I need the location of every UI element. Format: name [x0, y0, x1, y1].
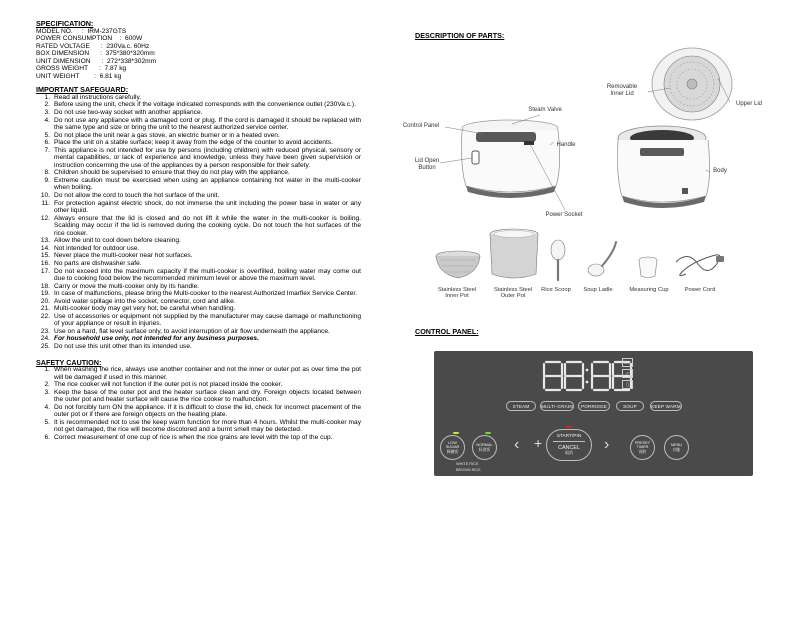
label-measuring-cup: Measuring Cup [629, 287, 669, 293]
spec-label: BOX DIMENSION [36, 50, 90, 58]
safeguard-item [36, 268, 361, 283]
low-sugar-sub: 降糖饭 [446, 449, 459, 454]
safeguard-item [36, 177, 361, 192]
safeguard-item [36, 298, 361, 306]
label-steam-valve: Steam Valve [528, 107, 562, 113]
item-text: No parts are dishwasher safe. [54, 259, 142, 267]
item-text: In case of malfunctions, please bring the Multi-cooker to the nearest Authorized Imarflex Service Center. [54, 290, 358, 298]
item-text: Do not use two-way socket with another appliance. [54, 109, 203, 117]
safeguard-heading: IMPORTANT SAFEGUARD: [36, 85, 129, 95]
safeguard-item [36, 237, 361, 245]
safeguard-item [36, 313, 361, 328]
safeguard-item [36, 94, 361, 102]
item-number: 11. [41, 199, 50, 207]
digit-3 [592, 362, 610, 390]
label-rice-scoop: Rice Scoop [541, 287, 571, 293]
item-number: 2. [44, 381, 50, 389]
item-number: 4. [44, 403, 50, 411]
item-text: Do not allow the cord to touch the hot surface of the unit. [54, 192, 220, 200]
item-text: Do not exceed into the maximum capacity if the multi-cooker is overfilled, boiling water may come out due to cooking food below the recommended minimum level or above the maximum level. [54, 267, 361, 283]
item-text: Allow the unit to cool down before cleaning. [54, 237, 181, 245]
spec-value: IRM-237GTS [87, 27, 127, 35]
normal-button[interactable] [472, 435, 497, 460]
item-text: Extreme caution must be exercised when using an appliance containing hot water in the multi-cooker when boiling. [54, 176, 361, 192]
spec-value: 230Va.c. 60Hz [106, 42, 150, 50]
start-pin-label: START/PIN [556, 434, 582, 439]
soup-ladle-icon [588, 242, 616, 276]
item-text: The rice cooker will not function if the outer pot is not placed inside the cooker. [54, 381, 283, 389]
item-number: 7. [44, 146, 50, 154]
caution-item [36, 419, 361, 434]
safeguard-item [36, 215, 361, 238]
item-text: Do not forcibly turn ON the appliance. If it is difficult to close the lid, check for incorrect placement of the outer pot or if there are foreign objects on the heating plate. [54, 403, 361, 419]
start-led [566, 426, 572, 428]
safeguard-item [36, 252, 361, 260]
cancel-label: CANCEL [558, 445, 580, 451]
item-text: For protection against electric shock, do not immerse the unit including the power base in water or any other liquid. [54, 199, 361, 215]
indicator-on: ON [622, 358, 633, 367]
item-text: Before using the unit, check if the voltage indicated corresponds with the convenience outlet (230Va.c.). [54, 101, 356, 109]
item-text: Multi-cooker body may get very hot, be careful when handling. [54, 305, 236, 313]
label-power-socket: Power Socket [545, 212, 583, 218]
safeguard-item [36, 200, 361, 215]
normal-led [485, 432, 491, 434]
item-number: 22. [40, 312, 50, 320]
item-text: Use on a hard, flat level surface only, to avoid interruption of air flow underneath the appliance. [54, 327, 330, 335]
item-text: Read all instructions carefully. [54, 93, 142, 101]
colon-bottom [586, 381, 589, 384]
preset-timer-button[interactable] [630, 435, 655, 460]
label-upper-lid: Upper Lid [735, 101, 762, 107]
label-soup-ladle: Soup Ladle [583, 287, 613, 293]
item-number: 21. [40, 305, 50, 313]
item-number: 17. [40, 267, 50, 275]
item-text: Do not place the unit near a gas stove, an electric burner or in a heated oven. [54, 131, 280, 139]
spec-sep: : [112, 35, 126, 43]
item-text: Place the unit on a stable surface; keep it away from the edge of the counter to avoid accidents. [54, 139, 333, 147]
item-number: 18. [40, 282, 50, 290]
cooker-body-drawing [462, 120, 560, 198]
start-cancel-button[interactable] [546, 429, 592, 461]
caution-heading: SAFETY CAUTION: [36, 357, 102, 367]
safeguard-item [36, 260, 361, 268]
item-number: 3. [44, 109, 50, 117]
label-lid-open-button: Lid Open Button [414, 158, 440, 171]
low-sugar-label: LOW SUGAR [445, 440, 460, 450]
item-number: 10. [40, 192, 50, 200]
left-column [36, 20, 361, 442]
label-outer-pot: Stainless Steel Outer Pot [493, 287, 533, 300]
normal-sub: 标准饭 [478, 447, 491, 452]
open-cooker-drawing [618, 48, 733, 208]
keep-warm-button[interactable]: KEEP WARM [650, 401, 682, 411]
item-text: When washing the rice, always use another container and not the inner or outer pot as over time the pot will be damaged if used in this manner. [54, 366, 361, 381]
next-button[interactable]: › [604, 436, 610, 453]
spec-row [36, 35, 361, 43]
low-sugar-led [453, 432, 459, 434]
caution-item [36, 404, 361, 419]
spec-row [36, 50, 361, 58]
safeguard-item [36, 192, 361, 200]
outer-pot-icon [490, 229, 538, 278]
caution-item [36, 389, 361, 404]
safeguard-item [36, 169, 361, 177]
spec-label: UNIT DIMENSION [36, 57, 91, 65]
caution-item [36, 434, 361, 442]
item-text: Do not use any appliance with a damaged cord or plug. If the cord is damaged it should be replaced with the same type and size or bring the unit to the nearest authorized service center. [54, 116, 361, 132]
soup-button[interactable]: SOUP [616, 401, 644, 411]
label-control-panel: Control Panel [402, 123, 440, 129]
steam-button[interactable]: STEAM [506, 401, 536, 411]
label-handle: Handle [556, 142, 576, 148]
label-body: Body [713, 168, 727, 174]
item-number: 23. [40, 327, 50, 335]
item-text: Never place the multi-cooker near hot surfaces. [54, 252, 193, 260]
safeguard-item [36, 117, 361, 132]
item-number: 5. [44, 418, 50, 426]
spec-table [36, 28, 361, 81]
item-number: 24. [40, 335, 50, 343]
item-number: 5. [44, 131, 50, 139]
caution-list [36, 366, 361, 441]
spec-value: 600W [125, 35, 143, 43]
safeguard-item [36, 139, 361, 147]
low-sugar-button[interactable] [440, 435, 465, 460]
item-number: 15. [40, 252, 50, 260]
lcd-display [542, 360, 632, 392]
indicator-box: ▯ [622, 380, 633, 389]
safeguard-item [36, 245, 361, 253]
menu-button[interactable] [664, 435, 689, 460]
safeguard-item [36, 109, 361, 117]
cancel-sub: 取消 [565, 451, 573, 455]
item-number: 14. [40, 244, 50, 252]
rice-scoop-icon [551, 240, 565, 280]
spec-row [36, 28, 361, 36]
caution-item [36, 381, 361, 389]
indicator-check: ✓ [622, 369, 633, 378]
safeguard-item [36, 305, 361, 313]
label-inner-pot: Stainless Steel Inner Pot [437, 287, 477, 300]
menu-label: MENU [670, 443, 683, 448]
spec-sep: : [89, 50, 106, 58]
item-text: Keep the base of the outer pot and the heater surface clean and dry. Foreign objects located between the outer pot and heater surface will cause the rice cooker to malfunction. [54, 388, 361, 404]
spec-label: GROSS WEIGHT [36, 65, 89, 73]
label-power-cord: Power Cord [684, 287, 716, 293]
item-number: 20. [40, 297, 50, 305]
digit-2 [565, 362, 583, 390]
spec-label: UNIT WEIGHT [36, 72, 80, 80]
safeguard-item [36, 132, 361, 140]
spec-heading: SPECIFICATION: [36, 19, 94, 28]
item-text: Carry or move the multi-cooker only by its handle. [54, 282, 200, 290]
spec-row [36, 73, 361, 81]
spec-label: RATED VOLTAGE [36, 42, 90, 50]
measuring-cup-icon [639, 257, 657, 278]
item-number: 4. [44, 116, 50, 124]
item-number: 12. [40, 214, 50, 222]
item-number: 9. [44, 176, 50, 184]
parts-heading: DESCRIPTION OF PARTS: [415, 31, 505, 40]
caution-item [36, 366, 361, 381]
porridge-button[interactable]: PORRIDGE [578, 401, 610, 411]
item-text: Always ensure that the lid is closed and do not lift it while the water in the multi-cooker is boiling. Scalding may occur if the lid is removed during the cooking cycle. Do not touch the hot surfaces of the rice cooker. [54, 214, 361, 237]
item-number: 6. [44, 433, 50, 441]
item-text: Do not use this unit other than its intended use. [54, 342, 192, 350]
white-rice-label: WHITE RICE [456, 462, 479, 466]
spec-row [36, 65, 361, 73]
colon-top [586, 369, 589, 372]
safeguard-item [36, 101, 361, 109]
plus-button[interactable]: + [534, 435, 543, 451]
safeguard-list [36, 94, 361, 351]
item-text: For household use only, not intended for any business purposes. [54, 335, 259, 343]
digit-1 [544, 362, 562, 390]
item-text: Avoid water spillage into the socket, connector, cord and alike. [54, 297, 236, 305]
spec-value: 7.87 kg [104, 65, 127, 73]
preset-sub: 预约 [638, 449, 647, 454]
rice-cooker-illustration [400, 38, 780, 238]
item-text: Children should be supervised to ensure that they do not play with the appliance. [54, 169, 290, 177]
safeguard-item [36, 283, 361, 291]
item-number: 25. [40, 342, 50, 350]
preset-label: PRESET TIMER [634, 440, 651, 450]
spec-sep: : [88, 65, 105, 73]
spec-value: 6.81 kg [99, 72, 122, 80]
spec-sep: : [72, 27, 88, 35]
spec-sep: : [89, 42, 107, 50]
multigrain-button[interactable]: MULTI-GRAIN [540, 401, 574, 411]
safeguard-item [36, 335, 361, 343]
item-text: Correct measurement of one cup of rice is when the rice grains are level with the top of the cup. [54, 433, 333, 441]
spec-value: 375*380*320mm [105, 50, 155, 58]
inner-pot-icon [436, 251, 480, 278]
item-text: This appliance is not intended for use by persons (including children) with reduced physical, sensory or mental capabilities, or lack of experience and knowledge, unless they have been given supervision or instruction concerning the use of the appliances by a person responsible for their safety. [54, 146, 361, 169]
spec-label: POWER CONSUMPTION [36, 35, 113, 43]
menu-sub: 功能 [672, 447, 681, 452]
item-number: 2. [44, 101, 50, 109]
spec-row [36, 43, 361, 51]
item-text: It is recommended not to use the keep warm function for more than 4 hours. Whilst the multi-cooker may not get damaged, the rice will become discolored and a burnt smell may be detected. [54, 418, 361, 434]
item-number: 1. [44, 366, 50, 374]
safeguard-item [36, 328, 361, 336]
item-number: 8. [44, 169, 50, 177]
power-cord-icon [676, 255, 724, 276]
item-number: 13. [40, 237, 50, 245]
safeguard-item [36, 343, 361, 351]
accessories-illustration [430, 222, 730, 286]
spec-sep: : [90, 57, 107, 65]
spec-row [36, 58, 361, 66]
item-number: 6. [44, 139, 50, 147]
brown-rice-label: BROWN RICE [456, 468, 481, 472]
spec-sep: : [79, 72, 100, 80]
safeguard-item [36, 290, 361, 298]
item-text: Not intended for outdoor use. [54, 244, 140, 252]
label-removable-inner-lid: Removable Inner Lid [606, 84, 638, 97]
minus-button[interactable]: ‹ [514, 436, 520, 453]
safeguard-item [36, 147, 361, 170]
item-number: 16. [40, 259, 50, 267]
spec-value: 272*338*302mm [106, 57, 157, 65]
item-text: Use of accessories or equipment not supplied by the manufacturer may cause damage or malfunctioning of your appliance or result in injuries. [54, 312, 361, 328]
item-number: 1. [44, 93, 50, 101]
control-panel-heading: CONTROL PANEL: [415, 327, 479, 336]
item-number: 3. [44, 388, 50, 396]
control-panel-image [434, 351, 753, 476]
item-number: 19. [40, 290, 50, 298]
normal-label: NORMAL [476, 443, 493, 448]
spec-label: MODEL NO. [36, 27, 73, 35]
